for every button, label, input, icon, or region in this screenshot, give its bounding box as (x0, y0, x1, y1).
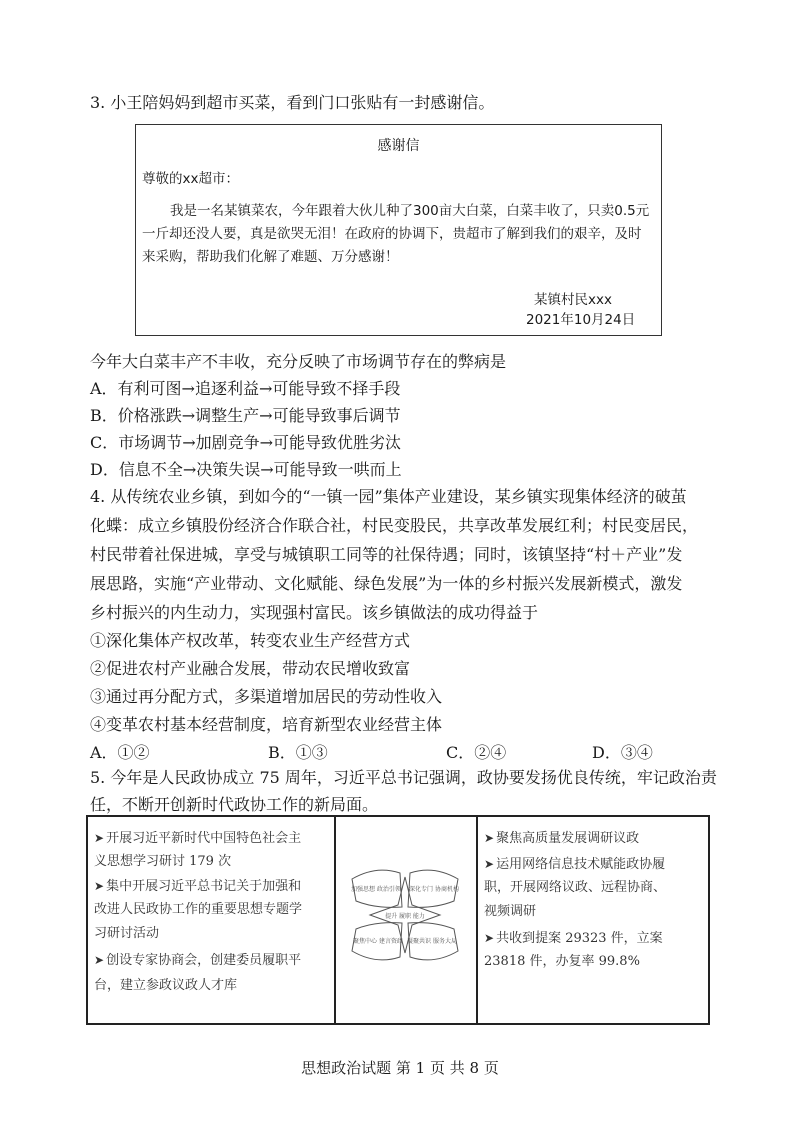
triangle-bullet-icon: ➤ (94, 953, 105, 967)
q3-option-d: D．信息不全→决策失误→可能导致一哄而上 (90, 460, 402, 479)
q4-statement-2: ②促进农村产业融合发展，带动农民增收致富 (90, 659, 411, 678)
letter-body-line: 来采购，帮助我们化解了难题、万分感谢！ (142, 249, 399, 265)
q5-info-table (86, 815, 710, 1025)
diagram-center-label: 提升 履职 能力 (385, 913, 425, 920)
q4-stem-line: 乡村振兴的内生动力，实现强村富民。该乡镇做法的成功得益于 (90, 603, 539, 622)
right-line-6: 23818 件，办复率 99.8% (484, 954, 640, 969)
diagram-petal-label: 凝聚共识 服务大局 (407, 938, 457, 945)
left-line-6: ➤ 创设专家协商会，创建委员履职平 (94, 953, 302, 968)
left-line-1: ➤ 开展习近平新时代中国特色社会主 (94, 831, 302, 846)
letter-body-line: 一斤却还没人要，真是欲哭无泪！在政府的协调下，贵超市了解到我们的艰辛，及时 (142, 226, 642, 242)
q4-option-b: B．①③ (268, 743, 328, 762)
q5-stem-line: 5. 今年是人民政协成立 75 周年，习近平总书记强调，政协要发扬优良传统，牢记政治责 (90, 768, 717, 787)
letter-date: 2021年10月24日 (526, 312, 636, 328)
letter-title: 感谢信 (377, 138, 420, 154)
q4-statement-4: ④变革农村基本经营制度，培育新型农业经营主体 (90, 715, 443, 734)
star-diagram (336, 817, 474, 1023)
q3-question: 今年大白菜丰产不丰收，充分反映了市场调节存在的弊病是 (90, 352, 507, 371)
triangle-bullet-icon: ➤ (484, 831, 495, 845)
letter-salutation: 尊敬的xx超市： (142, 171, 239, 187)
diagram-petal-label: 聚焦中心 建言资政 (353, 938, 403, 945)
thank-you-letter (135, 124, 662, 336)
q4-statement-3: ③通过再分配方式，多渠道增加居民的劳动性收入 (90, 687, 443, 706)
q4-option-d: D．③④ (592, 743, 653, 762)
q4-stem-line: 村民带着社保进城，享受与城镇职工同等的社保待遇；同时，该镇坚持“村＋产业”发 (90, 545, 683, 564)
q4-stem-line: 4. 从传统农业乡镇，到如今的“一镇一园”集体产业建设，某乡镇实现集体经济的破茧 (90, 487, 687, 506)
q5-diagram-cell (336, 817, 478, 1023)
right-line-2: ➤ 运用网络信息技术赋能政协履 (484, 857, 666, 872)
left-line-2: 义思想学习研讨 179 次 (94, 854, 232, 869)
q3-stem: 3. 小王陪妈妈到超市买菜，看到门口张贴有一封感谢信。 (90, 93, 495, 112)
triangle-bullet-icon: ➤ (484, 931, 495, 945)
right-line-3: 职，开展网络议政、远程协商、 (484, 880, 667, 895)
left-line-7: 台，建立参政议政人才库 (94, 978, 238, 993)
right-line-4: 视频调研 (484, 904, 537, 919)
right-line-1: ➤ 聚焦高质量发展调研议政 (484, 831, 640, 846)
diagram-petal-label: 深化专门 协商机构 (409, 886, 459, 893)
q5-stem-line: 任，不断开创新时代政协工作的新局面。 (90, 795, 379, 814)
q5-right-cell (478, 817, 708, 1023)
page-footer: 思想政治试题 第 1 页 共 8 页 (301, 1059, 499, 1077)
q4-stem-line: 化蝶：成立乡镇股份经济合作联合社，村民变股民，共享改革发展红利；村民变居民， (90, 516, 699, 535)
diagram-petal-label: 加强思想 政治引领 (351, 886, 401, 893)
letter-body-line: 我是一名某镇菜农，今年跟着大伙儿种了300亩大白菜，白菜丰收了，只卖0.5元 (170, 203, 650, 219)
q4-option-a: A．①② (90, 743, 150, 762)
q3-option-a: A．有利可图→追逐利益→可能导致不择手段 (90, 379, 401, 398)
q3-option-c: C．市场调节→加剧竞争→可能导致优胜劣汰 (90, 433, 402, 452)
right-line-5: ➤ 共收到提案 29323 件，立案 (484, 931, 663, 946)
triangle-bullet-icon: ➤ (484, 857, 495, 871)
left-line-5: 习研讨活动 (94, 926, 160, 941)
q5-left-cell (88, 817, 336, 1023)
q3-option-b: B．价格涨跌→调整生产→可能导致事后调节 (90, 406, 401, 425)
triangle-bullet-icon: ➤ (94, 831, 105, 845)
q4-stem-line: 展思路，实施“产业带动、文化赋能、绿色发展”为一体的乡村振兴发展新模式，激发 (90, 574, 683, 593)
left-line-4: 改进人民政协工作的重要思想专题学 (94, 902, 303, 917)
q4-option-c: C．②④ (446, 743, 507, 762)
q4-statement-1: ①深化集体产权改革，转变农业生产经营方式 (90, 631, 411, 650)
letter-signature: 某镇村民xxx (534, 292, 612, 308)
left-line-3: ➤ 集中开展习近平总书记关于加强和 (94, 879, 302, 894)
triangle-bullet-icon: ➤ (94, 879, 105, 893)
